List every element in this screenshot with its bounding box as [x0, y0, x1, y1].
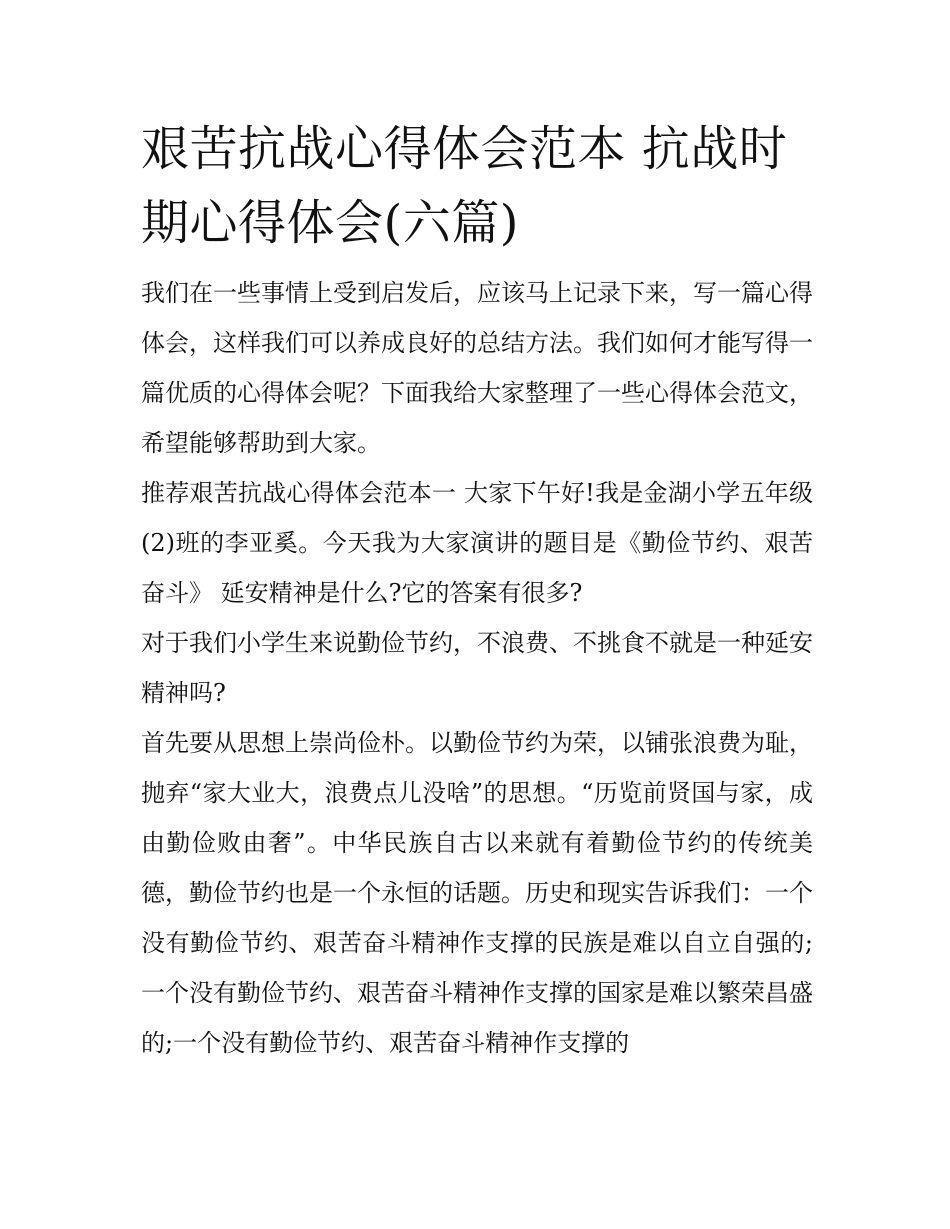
document-title: 艰苦抗战心得体会范本 抗战时期心得体会(六篇)	[141, 121, 788, 251]
document-page	[141, 112, 813, 1068]
paragraph-speech-opening: 推荐艰苦抗战心得体会范本一 大家下午好!我是金湖小学五年级(2)班的李亚奚。今天我为大家演讲的题目是《勤俭节约、艰苦奋斗》 延安精神是什么?它的答案有很多?	[141, 479, 813, 607]
paragraph-intro: 我们在一些事情上受到启发后，应该马上记录下来，写一篇心得体会，这样我们可以养成良好的总结方法。我们如何才能写得一篇优质的心得体会呢？下面我给大家整理了一些心得体会范文，希望能够帮助到大家。	[141, 279, 813, 457]
paragraph-thrift: 首先要从思想上崇尚俭朴。以勤俭节约为荣，以铺张浪费为耻，抛弃“家大业大，浪费点儿没啥”的思想。“历览前贤国与家，成由勤俭败由奢”。中华民族自古以来就有着勤俭节约的传统美德，勤俭节约也是一个永恒的话题。历史和现实告诉我们：一个没有勤俭节约、艰苦奋斗精神作支撑的民族是难以自立自强的;一个没有勤俭节约、艰苦奋斗精神作支撑的国家是难以繁荣昌盛的;一个没有勤俭节约、艰苦奋斗精神作支撑的	[141, 729, 813, 1057]
paragraph-students: 对于我们小学生来说勤俭节约，不浪费、不挑食不就是一种延安精神吗?	[141, 629, 813, 707]
